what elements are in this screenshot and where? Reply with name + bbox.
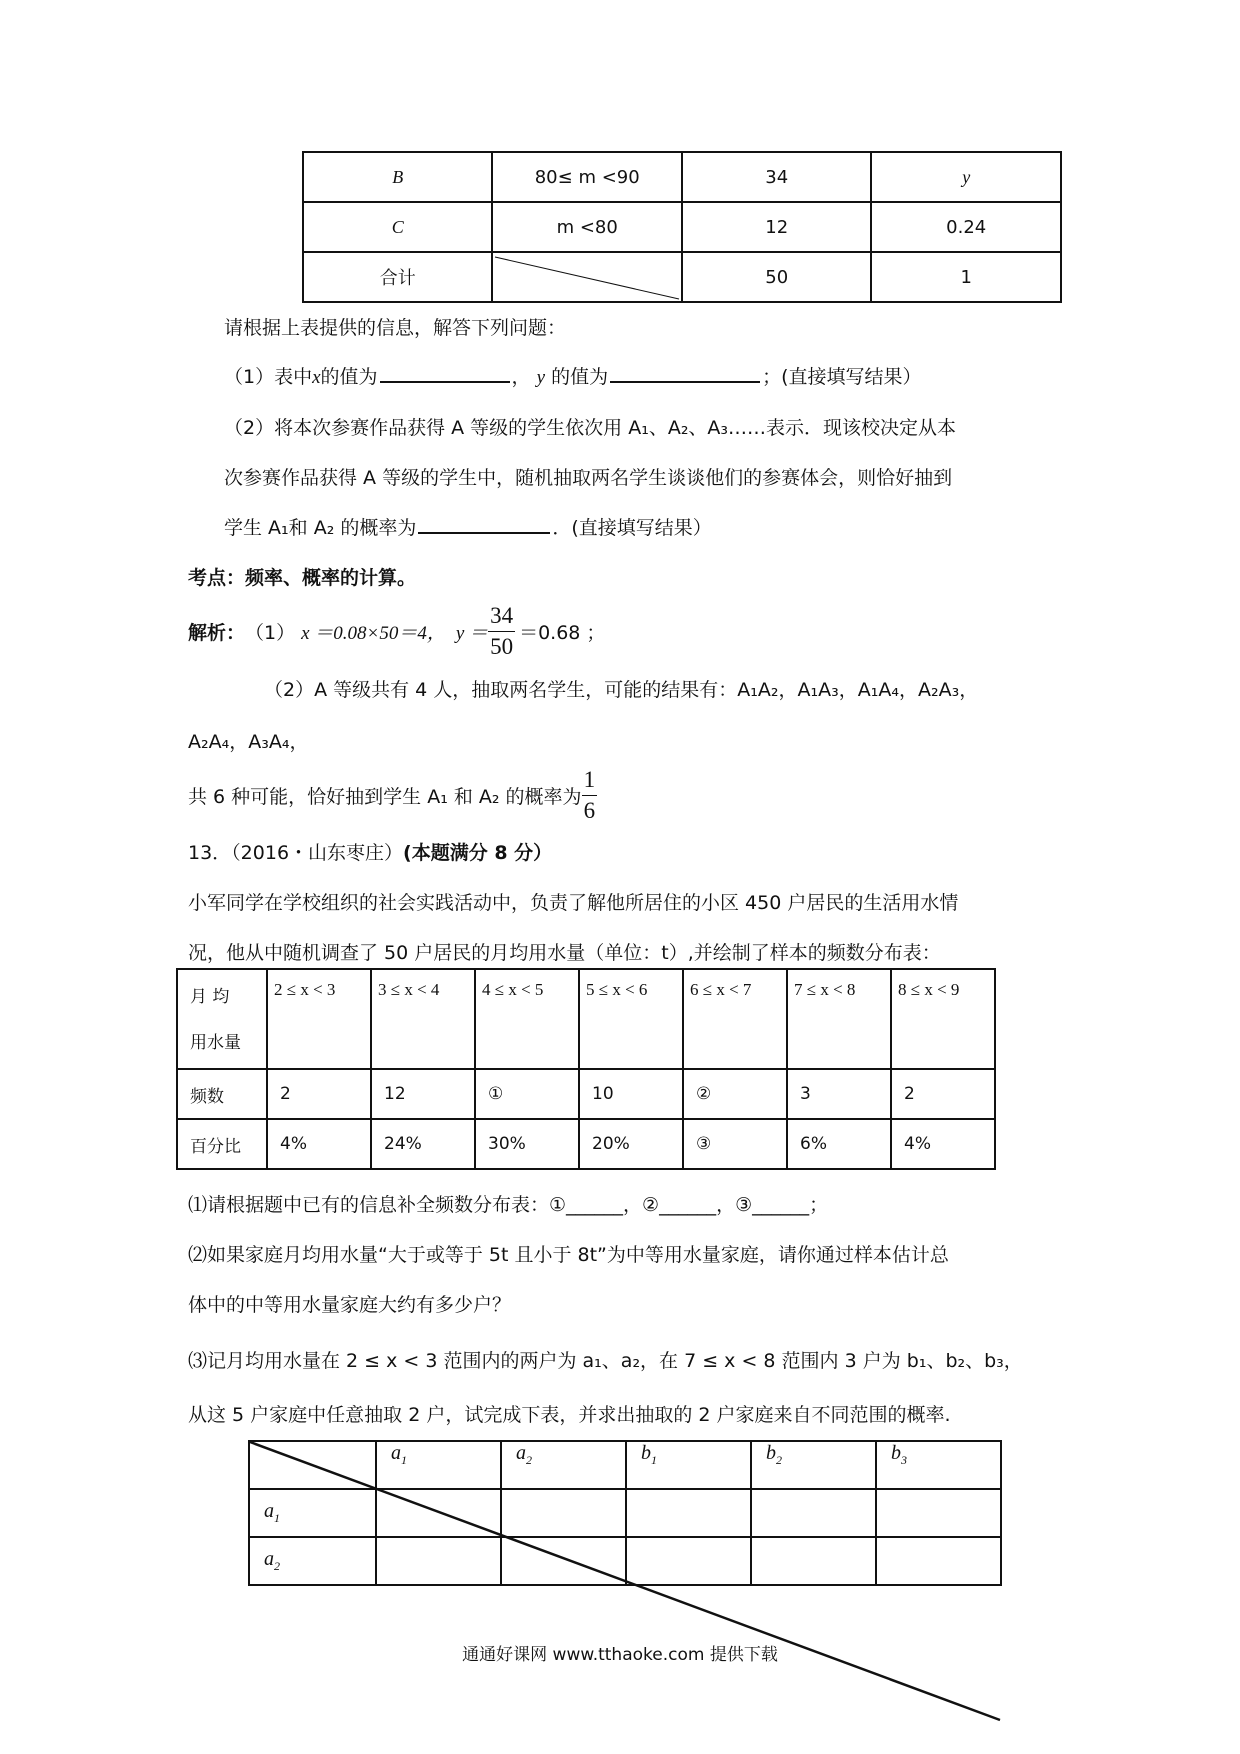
freq-cell: 1: [871, 252, 1061, 302]
freq-value: 12: [371, 1069, 475, 1119]
pct-value: ③: [683, 1119, 787, 1169]
range-header: 4 ≤ x < 5: [475, 969, 579, 1069]
grade-cell: C: [303, 202, 492, 252]
freq-value: ①: [475, 1069, 579, 1119]
kaodian: 考点：频率、概率的计算。: [188, 567, 417, 589]
row-header: $a_1$: [249, 1489, 376, 1537]
question-2-line2: 次参赛作品获得 A 等级的学生中，随机抽取两名学生谈谈他们的参赛体会，则恰好抽到: [224, 467, 953, 489]
sub-question-1: ⑴请根据题中已有的信息补全频数分布表：①______，②______，③______；: [188, 1194, 829, 1216]
solution-2-line2: A₂A₄，A₃A₄，: [188, 731, 309, 753]
pct-value: 30%: [475, 1119, 579, 1169]
freq-value: 2: [267, 1069, 371, 1119]
freq-label: 频数: [177, 1069, 267, 1119]
pct-value: 20%: [579, 1119, 683, 1169]
col-header: $b_3$: [876, 1441, 1001, 1489]
question-13-para1: 小军同学在学校组织的社会实践活动中，负责了解他所居住的小区 450 户居民的生活用水情: [188, 892, 959, 914]
freq-value: ②: [683, 1069, 787, 1119]
pct-label: 百分比: [177, 1119, 267, 1169]
col-header: $a_1$: [376, 1441, 501, 1489]
sub-question-3a: ⑶记月均用水量在 2 ≤ x < 3 范围内的两户为 a₁、a₂，在 7 ≤ x < 8 范围内 3 户为 b₁、b₂、b₃，: [188, 1350, 1023, 1372]
solution-2-line3: 共 6 种可能，恰好抽到学生 A₁ 和 A₂ 的概率为 $\frac{1}{6}$: [188, 762, 597, 828]
sub-question-3b: 从这 5 户家庭中任意抽取 2 户，试完成下表，并求出抽取的 2 户家庭来自不同范围的概率.: [188, 1404, 951, 1426]
solution-2-line1: （2）A 等级共有 4 人，抽取两名学生，可能的结果有：A₁A₂，A₁A₃，A₁A₄，A₂A₃，: [264, 679, 979, 701]
header-label-cell: 月 均 用水量: [177, 969, 267, 1069]
count-cell: 12: [682, 202, 871, 252]
count-cell: 34: [682, 152, 871, 202]
footer-text: 通通好课网 www.tthaoke.com 提供下载: [462, 1645, 778, 1665]
range-cell: 80≤ m <90: [492, 152, 682, 202]
freq-value: 10: [579, 1069, 683, 1119]
freq-cell: 0.24: [871, 202, 1061, 252]
range-header: 7 ≤ x < 8: [787, 969, 891, 1069]
grade-cell: B: [303, 152, 492, 202]
freq-value: 3: [787, 1069, 891, 1119]
range-header: 3 ≤ x < 4: [371, 969, 475, 1069]
question-13-para2: 况，他从中随机调查了 50 户居民的月均用水量（单位：t）,并绘制了样本的频数分布表：: [188, 942, 941, 964]
range-header: 6 ≤ x < 7: [683, 969, 787, 1069]
range-cell: m <80: [492, 202, 682, 252]
question-2-line1: （2）将本次参赛作品获得 A 等级的学生依次用 A₁、A₂、A₃……表示．现该校决定从本: [224, 417, 957, 439]
solution-1: 解析： （1） x ＝0.08×50＝4， y ＝ $\frac{34}{50}$ ＝0.68 ；: [188, 600, 605, 662]
col-header: $b_2$: [751, 1441, 876, 1489]
sub-question-2b: 体中的中等用水量家庭大约有多少户？: [188, 1294, 512, 1316]
col-header: $b_1$: [626, 1441, 751, 1489]
range-header: 8 ≤ x < 9: [891, 969, 995, 1069]
range-header: 2 ≤ x < 3: [267, 969, 371, 1069]
pct-value: 4%: [891, 1119, 995, 1169]
grade-cell: 合计: [303, 252, 492, 302]
fraction: $\frac{1}{6}$: [583, 766, 596, 823]
range-header: 5 ≤ x < 6: [579, 969, 683, 1069]
freq-value: 2: [891, 1069, 995, 1119]
sub-question-2a: ⑵如果家庭月均用水量“大于或等于 5t 且小于 8t”为中等用水量家庭，请你通过样本估计总: [188, 1244, 949, 1266]
fraction: $\frac{34}{50}$: [490, 602, 514, 659]
question-1: （1）表中x的值为 ， y 的值为 ；(直接填写结果）: [224, 366, 922, 388]
intro-text: 请根据上表提供的信息，解答下列问题：: [224, 317, 567, 339]
row-header: $a_2$: [249, 1537, 376, 1585]
question-2-line3: 学生 A₁和 A₂ 的概率为 ．(直接填写结果）: [224, 517, 712, 539]
col-header: $a_2$: [501, 1441, 626, 1489]
pct-value: 24%: [371, 1119, 475, 1169]
count-cell: 50: [682, 252, 871, 302]
freq-cell: y: [871, 152, 1061, 202]
question-13-header: 13．（2016・山东枣庄）(本题满分 8 分）: [188, 842, 553, 864]
pct-value: 6%: [787, 1119, 891, 1169]
pct-value: 4%: [267, 1119, 371, 1169]
